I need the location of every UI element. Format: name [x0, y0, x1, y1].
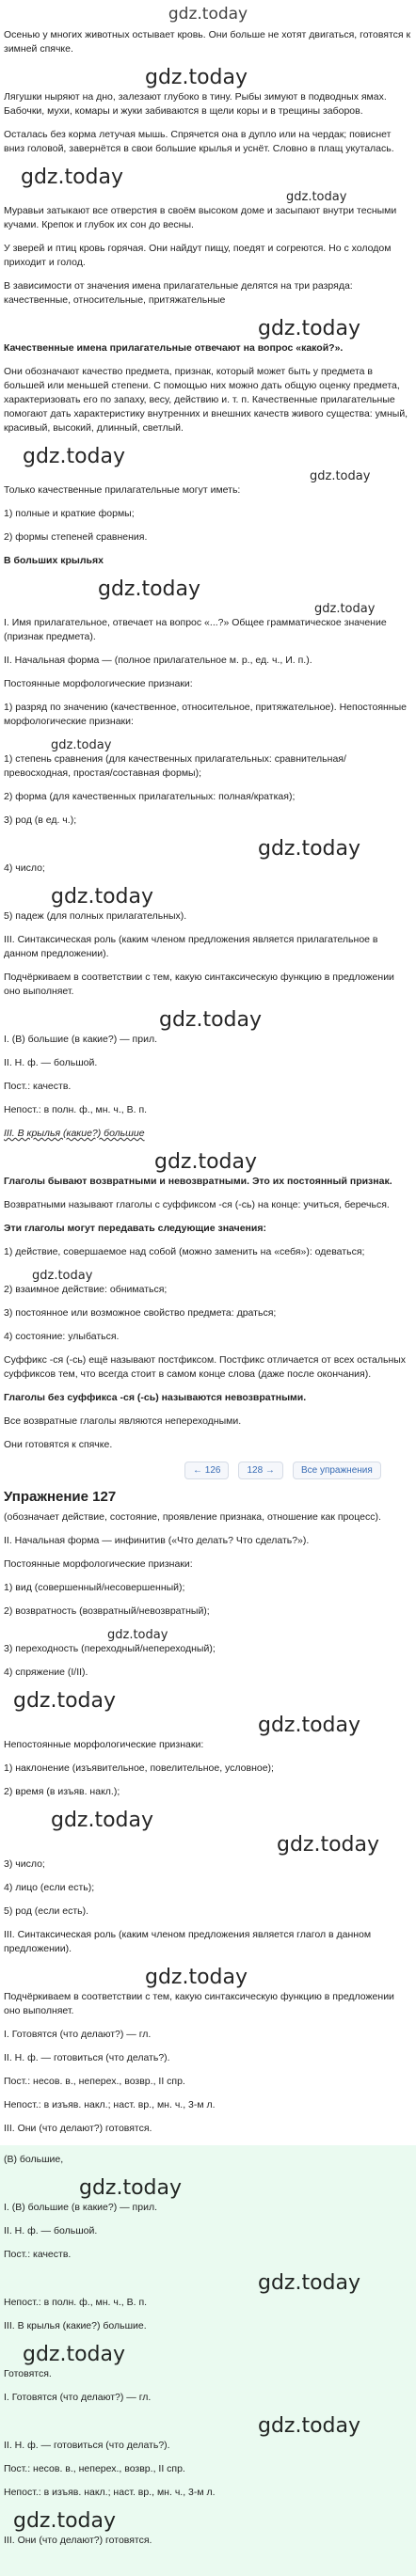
paragraph: Непост.: в изъяв. накл.; наст. вр., мн. ч., 3-м л.: [4, 2487, 216, 2498]
paragraph: 3) род (в ед. ч.);: [4, 814, 77, 826]
paragraph: В зависимости от значения имена прилагательные делятся на три разряда: качественные, относительные, притяжательные: [4, 280, 353, 306]
bold-text: В больших крыльях: [4, 555, 104, 566]
paragraph: 1) степень сравнения (для качественных прилагательных: сравнительная/превосходная, простая/составная формы);: [4, 753, 346, 779]
watermark: gdz.today: [98, 577, 201, 601]
paragraph: 4) лицо (если есть);: [4, 1882, 95, 1893]
bold-text: Эти глаголы могут передавать следующие значения:: [4, 1223, 266, 1234]
paragraph: Они обозначают качество предмета, признак, который может быть у предмета в большей или меньшей степени. С помощью них можно дать общую оценку предмета, характеризовать его по запаху, весу, действию и. т. п. Качественные прилагательные помогают дать характеристику внутренних и внешних качеств живого существа: умный, красивый, высокий, длинный, светлый.: [4, 366, 408, 434]
watermark: gdz.today: [258, 317, 361, 340]
watermark: gdz.today: [145, 1966, 248, 1989]
paragraph: (обозначает действие, состояние, проявление признака, отношение как процесс).: [4, 1511, 381, 1523]
paragraph: III. Они (что делают?) готовятся.: [4, 2535, 152, 2546]
paragraph: Подчёркиваем в соответствии с тем, какую синтаксическую функцию в предложении оно выполняет.: [4, 972, 394, 997]
all-exercises-button[interactable]: Все упражнения: [293, 1462, 381, 1479]
paragraph: 3) постоянное или возможное свойство предмета: драться;: [4, 1307, 277, 1319]
logo-text: gdz.today: [168, 5, 248, 24]
paragraph: Муравьи затыкают все отверстия в своём высоком доме и засыпают внутри тесными кучами. Крепок и глубок их сон до весны.: [4, 205, 397, 230]
paragraph: 5) род (если есть).: [4, 1905, 89, 1917]
site-logo[interactable]: [0, 0, 416, 28]
paragraph: II. Начальная форма — инфинитив («Что делать? Что сделать?»).: [4, 1535, 310, 1546]
paragraph: 4) состояние: улыбаться.: [4, 1331, 120, 1342]
watermark: gdz.today: [79, 2176, 183, 2200]
bold-text: Глаголы бывают возвратными и невозвратными. Это их постоянный признак.: [4, 1176, 392, 1187]
watermark: gdz.today: [23, 2343, 126, 2366]
paragraph: III. Синтаксическая роль (каким членом предложения является глагол в данном предложении).: [4, 1929, 372, 1954]
exercise-navigation: [4, 1462, 412, 1479]
watermark: gdz.today: [21, 166, 124, 189]
paragraph: [4, 1127, 412, 1141]
paragraph: III. Они (что делают?) готовятся.: [4, 2123, 152, 2134]
paragraph: 3) переходность (переходный/непереходный);: [4, 1643, 216, 1654]
watermark: gdz.today: [154, 1150, 258, 1174]
paragraph: 2) взаимное действие: обниматься;: [4, 1284, 168, 1295]
watermark: gdz.today: [23, 445, 126, 468]
watermark: gdz.today: [310, 469, 371, 483]
paragraph: III. Синтаксическая роль (каким членом предложения является прилагательное в данном предложении).: [4, 934, 378, 959]
paragraph: Непост.: в изъяв. накл.; наст. вр., мн. ч., 3-м л.: [4, 2099, 216, 2110]
watermark: gdz.today: [13, 2509, 117, 2533]
watermark: gdz.today: [258, 2414, 361, 2438]
paragraph: Постоянные морфологические признаки:: [4, 678, 193, 689]
paragraph: 1) вид (совершенный/несовершенный);: [4, 1582, 185, 1593]
watermark: gdz.today: [51, 738, 112, 752]
paragraph: II. Начальная форма — (полное прилагательное м. р., ед. ч., И. п.).: [4, 655, 312, 666]
paragraph: [4, 554, 412, 568]
paragraph: Непост.: в полн. ф., мн. ч., В. п.: [4, 2297, 148, 2308]
paragraph: Подчёркиваем в соответствии с тем, какую синтаксическую функцию в предложении оно выполняет.: [4, 1991, 394, 2016]
watermark: gdz.today: [107, 1628, 168, 1642]
paragraph: 4) число;: [4, 862, 45, 874]
paragraph: II. Н. ф. — большой.: [4, 2225, 98, 2236]
paragraph: II. Н. ф. — готовиться (что делать?).: [4, 2052, 170, 2063]
paragraph: I. (В) большие (в какие?) — прил.: [4, 1034, 157, 1045]
watermark: gdz.today: [145, 66, 248, 89]
paragraph: [4, 1222, 412, 1236]
paragraph: III. В крылья (какие?) большие.: [4, 2320, 147, 2331]
paragraph: Непостоянные морфологические признаки:: [4, 1739, 204, 1750]
paragraph: 3) число;: [4, 1858, 45, 1870]
paragraph: Пост.: качеств.: [4, 2249, 72, 2260]
answer-block: [0, 2145, 416, 2576]
paragraph: (В) большие,: [4, 2154, 64, 2165]
watermark: gdz.today: [51, 885, 154, 909]
paragraph: 4) спряжение (I/II).: [4, 1667, 88, 1678]
watermark: gdz.today: [32, 1269, 93, 1283]
paragraph: Пост.: несов. в., неперех., возвр., II спр.: [4, 2076, 185, 2087]
watermark: gdz.today: [159, 1008, 263, 1032]
paragraph: Возвратными называют глаголы с суффиксом -ся (-сь) на конце: учиться, беречься.: [4, 1199, 390, 1210]
paragraph: I. Готовятся (что делают?) — гл.: [4, 2392, 152, 2403]
paragraph: Лягушки ныряют на дно, залезают глубоко в тину. Рыбы зимуют в подводных ямах. Бабочки, мухи, комары и жуки забиваются в щели коры и в трещины заборов.: [4, 91, 387, 117]
paragraph: Они готовятся к спячке.: [4, 1439, 113, 1450]
watermark: gdz.today: [277, 1833, 380, 1857]
watermark: gdz.today: [51, 1809, 154, 1832]
paragraph: 1) разряд по значению (качественное, относительное, притяжательное). Непостоянные морфологические признаки:: [4, 702, 407, 727]
watermark: gdz.today: [286, 190, 347, 204]
paragraph: I. Имя прилагательное, отвечает на вопрос «...?» Общее грамматическое значение (признак предмета).: [4, 617, 387, 642]
paragraph: 2) формы степеней сравнения.: [4, 531, 148, 543]
paragraph: 1) наклонение (изъявительное, повелительное, условное);: [4, 1762, 274, 1774]
paragraph: Готовятся.: [4, 2368, 52, 2379]
paragraph: Суффикс -ся (-сь) ещё называют постфиксом. Постфикс отличается от всех остальных суффиксов тем, что всегда стоит в самом конце слова (даже после окончания).: [4, 1354, 407, 1380]
paragraph: Все возвратные глаголы являются непереходными.: [4, 1415, 242, 1427]
paragraph: 2) время (в изъяв. накл.);: [4, 1786, 120, 1797]
paragraph: Постоянные морфологические признаки:: [4, 1558, 193, 1570]
watermark: gdz.today: [258, 1714, 361, 1737]
prev-exercise-button[interactable]: ← 126: [184, 1462, 229, 1479]
paragraph: [4, 341, 412, 356]
paragraph: Пост.: качеств.: [4, 1081, 72, 1092]
exercise-title: Упражнение 127: [4, 1489, 117, 1505]
paragraph: Осенью у многих животных остывает кровь. Они больше не хотят двигаться, готовятся к зимней спячке.: [4, 29, 411, 55]
paragraph: 5) падеж (для полных прилагательных).: [4, 910, 187, 922]
underlined-word: III. В крылья (какие?) большие: [4, 1128, 145, 1139]
bold-text: Качественные имена прилагательные отвечают на вопрос «какой?».: [4, 342, 344, 354]
paragraph: 1) полные и краткие формы;: [4, 508, 135, 519]
bold-text: Глаголы без суффикса -ся (-сь) называются невозвратными.: [4, 1392, 307, 1403]
paragraph: Пост.: несов. в., неперех., возвр., II спр.: [4, 2463, 185, 2474]
paragraph: II. Н. ф. — большой.: [4, 1057, 98, 1068]
main-content: [0, 28, 416, 2576]
paragraph: I. (В) большие (в какие?) — прил.: [4, 2202, 157, 2213]
paragraph: 1) действие, совершаемое над собой (можно заменить на «себя»): одеваться;: [4, 1246, 365, 1257]
paragraph: [4, 1175, 412, 1189]
watermark: gdz.today: [314, 602, 376, 616]
watermark: gdz.today: [258, 837, 361, 861]
paragraph: Осталась без корма летучая мышь. Спрячется она в дупло или на чердак; повиснет вниз головой, завернётся в свои большие крылья и уснёт. Словно в плащ укуталась.: [4, 129, 394, 154]
paragraph: [4, 1391, 412, 1405]
paragraph: I. Готовятся (что делают?) — гл.: [4, 2029, 152, 2040]
paragraph: II. Н. ф. — готовиться (что делать?).: [4, 2440, 170, 2451]
paragraph: У зверей и птиц кровь горячая. Они найдут пищу, поедят и согреются. Но с холодом приходит и голод.: [4, 243, 392, 268]
paragraph: Непост.: в полн. ф., мн. ч., В. п.: [4, 1104, 148, 1115]
paragraph: Только качественные прилагательные могут иметь:: [4, 484, 241, 496]
watermark: gdz.today: [13, 1689, 117, 1713]
paragraph: 2) возвратность (возвратный/невозвратный);: [4, 1605, 210, 1617]
next-exercise-button[interactable]: 128 →: [238, 1462, 282, 1479]
watermark: gdz.today: [258, 2271, 361, 2295]
paragraph: 2) форма (для качественных прилагательных: полная/краткая);: [4, 791, 296, 802]
